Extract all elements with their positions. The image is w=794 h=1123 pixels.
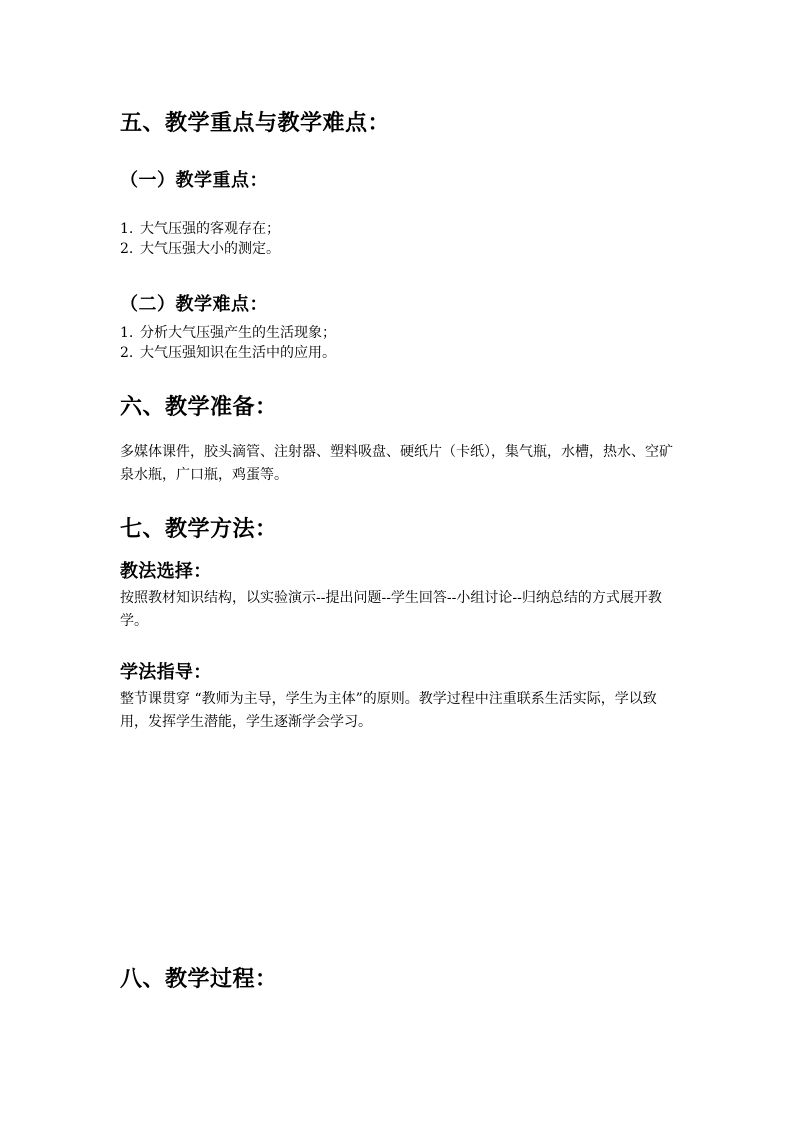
section-6-text: 多媒体课件，胶头滴管、注射器、塑料吸盘、硬纸片（卡纸），集气瓶，水槽，热水、空矿泉水瓶，广口瓶，鸡蛋等。 (120, 444, 673, 483)
teaching-method-text: 按照教材知识结构，以实验演示--提出问题--学生回答--小组讨论--归纳总结的方式展开教学。 (120, 590, 662, 629)
list-number: 1. (120, 325, 134, 341)
list-item (120, 239, 280, 259)
section-8-title: 八、教学过程： (120, 966, 278, 992)
list-number: 1. (120, 221, 134, 237)
section-5-part-2-title: （二）教学难点： (120, 294, 268, 315)
list-number: 2. (120, 241, 134, 257)
list-item (120, 323, 336, 343)
list-text: 大气压强的客观存在； (140, 221, 280, 237)
key-points-list (120, 219, 280, 259)
teaching-method-title: 教法选择： (120, 561, 212, 582)
section-5-title: 五、教学重点与教学难点： (120, 110, 391, 136)
section-5-part-1-title: （一）教学重点： (120, 170, 268, 191)
section-7-title: 七、教学方法： (120, 516, 278, 542)
list-item (120, 219, 280, 239)
section-6-title: 六、教学准备： (120, 394, 278, 420)
list-text: 大气压强大小的测定。 (140, 241, 280, 257)
list-text: 大气压强知识在生活中的应用。 (140, 345, 336, 361)
list-text: 分析大气压强产生的生活现象； (140, 325, 336, 341)
learning-method-text: 整节课贯穿 “教师为主导，学生为主体”的原则。教学过程中注重联系生活实际，学以致用，发挥学生潜能，学生逐渐学会学习。 (120, 691, 657, 730)
list-number: 2. (120, 345, 134, 361)
list-item (120, 343, 336, 363)
difficulties-list (120, 323, 336, 363)
learning-method-title: 学法指导： (120, 662, 212, 683)
